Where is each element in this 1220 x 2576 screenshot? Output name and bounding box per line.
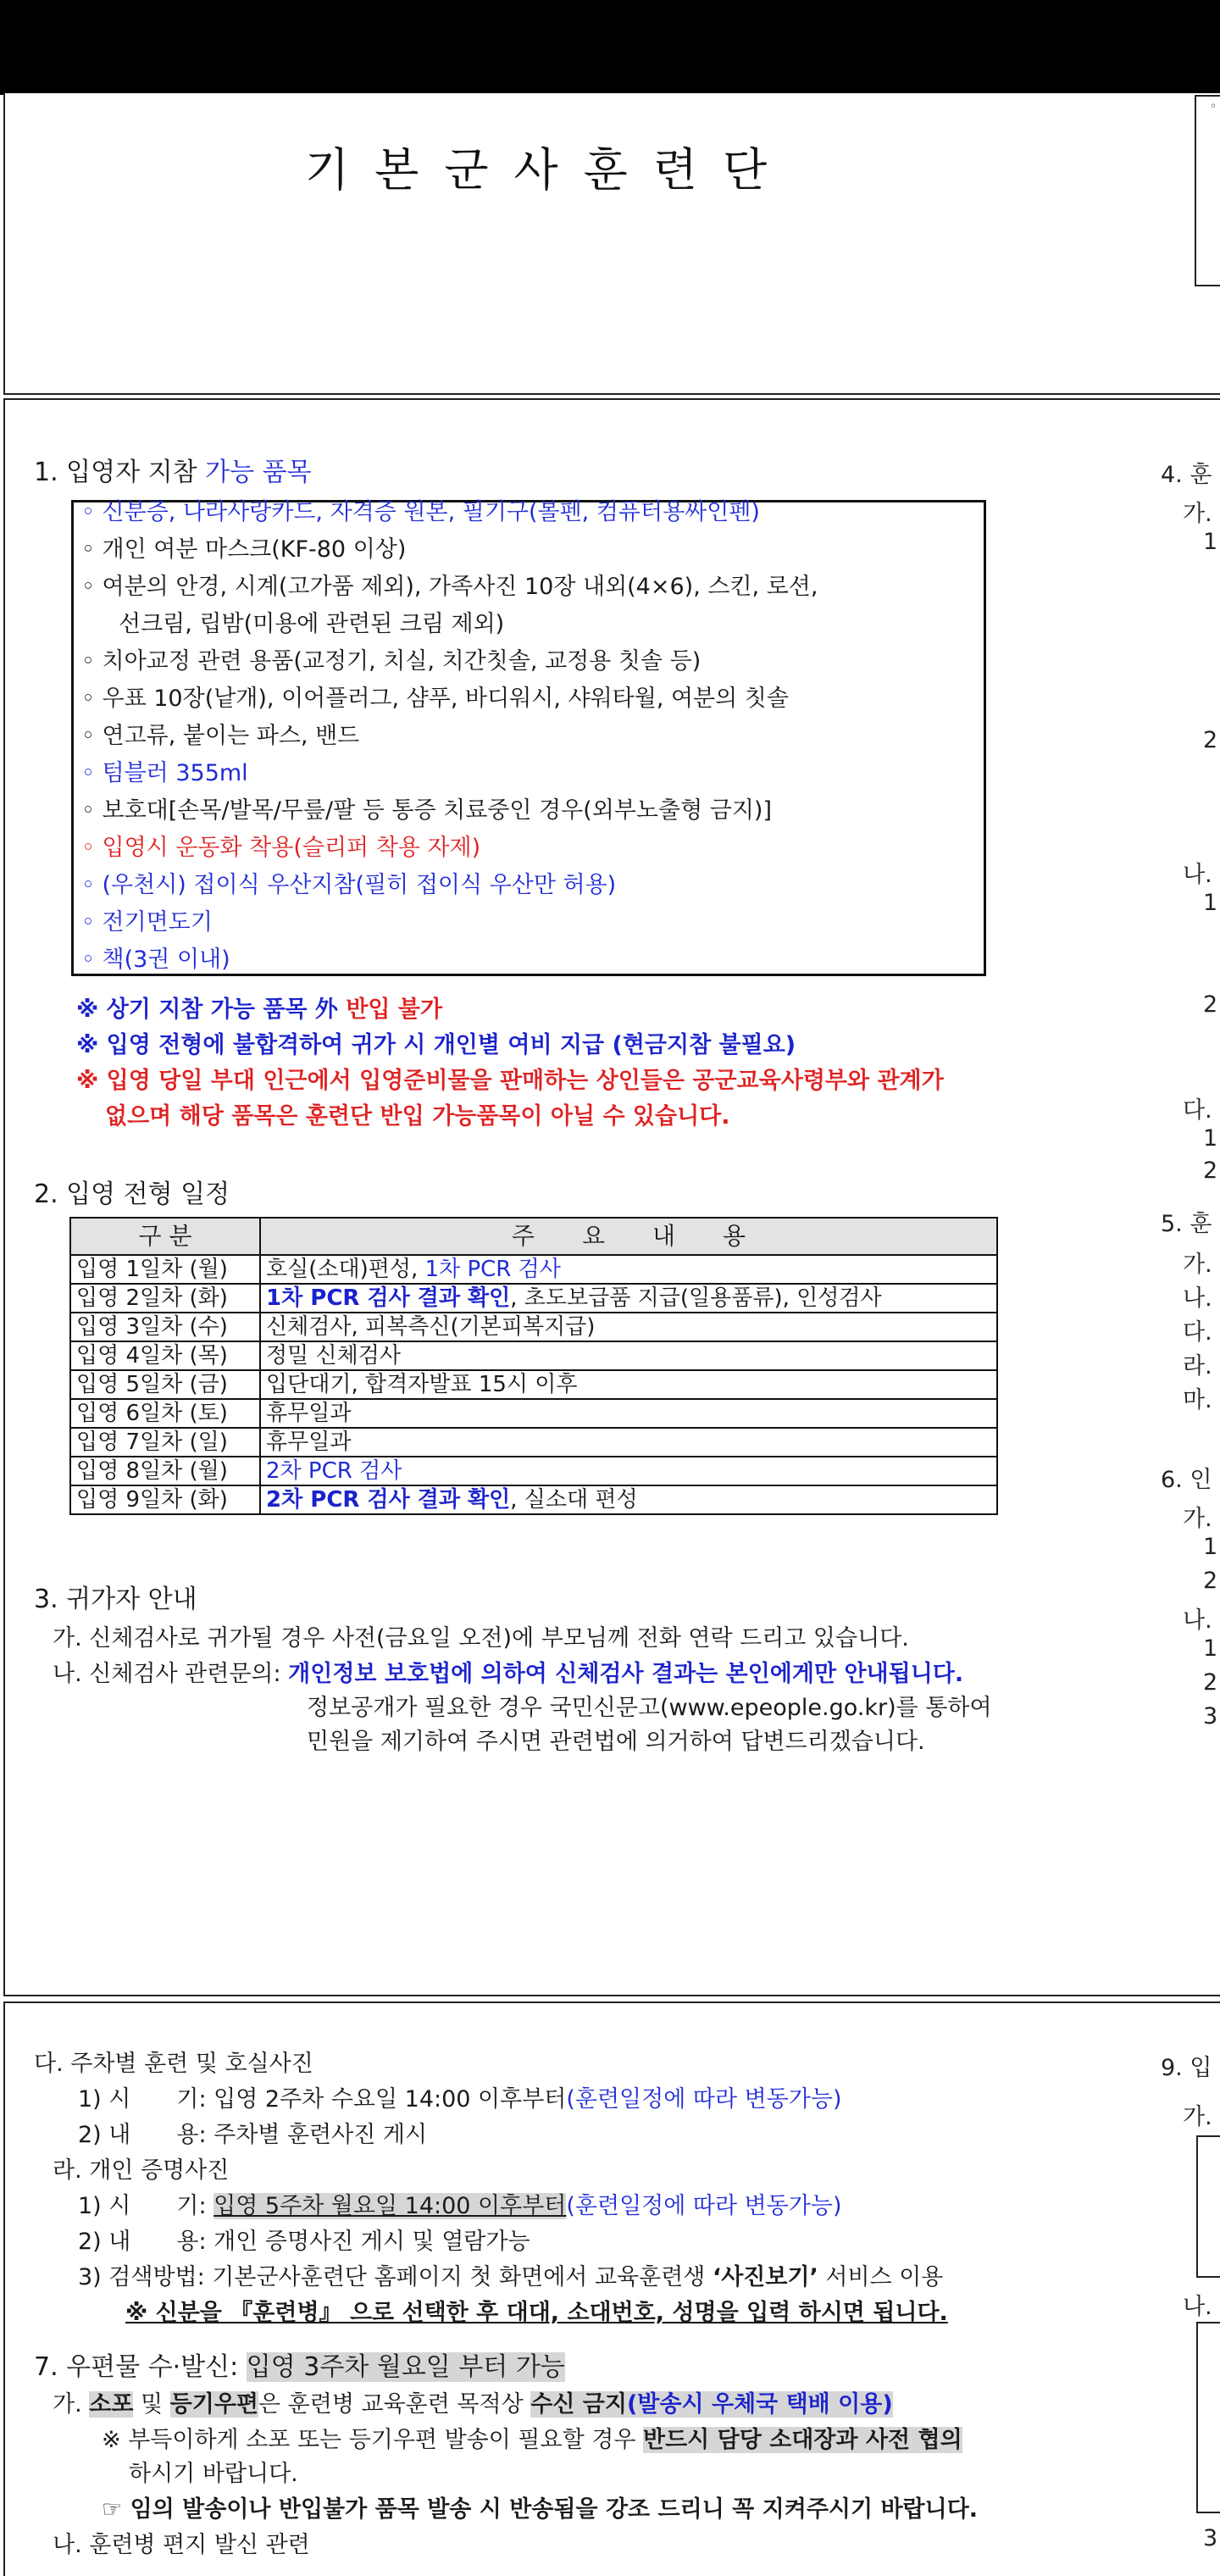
table-header-row (70, 1218, 997, 1255)
list-item: ◦ 전기면도기 (81, 909, 213, 935)
edge-text: 가. (1183, 1506, 1212, 1532)
edge-text: 나. (1183, 2294, 1212, 2320)
id-photo-period: 1) 시 기: 입영 5주차 월요일 14:00 이후부터(훈련일정에 따라 변동가능) (78, 2193, 842, 2219)
table-row: 입영 1일차 (월) 호실(소대)편성, 1차 PCR 검사 (70, 1255, 997, 1284)
note-travel-expense: ※ 입영 전형에 불합격하여 귀가 시 개인별 여비 지급 (현금지참 불필요) (76, 1032, 796, 1058)
section-7-heading: 7. 우편물 수·발신: 입영 3주차 월요일 부터 가능 (34, 2352, 565, 2382)
edge-text: 나. (1183, 1607, 1212, 1634)
edge-text: 마. (1183, 1387, 1212, 1413)
list-item: ◦ 입영시 운동화 착용(슬리퍼 착용 자제) (81, 835, 481, 861)
table-row: 입영 4일차 (목) 정밀 신체검사 (70, 1341, 997, 1370)
edge-text: 나. (1183, 1285, 1212, 1312)
edge-text: 3 (1203, 2525, 1218, 2551)
weekly-photo-title: 다. 주차별 훈련 및 호실사진 (34, 2051, 313, 2077)
edge-text: 다. (1183, 1097, 1212, 1124)
return-note-3: 정보공개가 필요한 경우 국민신문고(www.epeople.go.kr)를 통하여 (307, 1695, 992, 1721)
id-photo-note: ※ 신분을 『훈련병』 으로 선택한 후 대대, 소대번호, 성명을 입력 하시면 됩니다. (125, 2300, 948, 2326)
edge-text: 9. 입 (1161, 2055, 1212, 2081)
list-item: ◦ 여분의 안경, 시계(고가품 제외), 가족사진 10장 내외(4×6), 스킨, 로션, (81, 574, 818, 600)
table-row: 입영 2일차 (화) 1차 PCR 검사 결과 확인, 초도보급품 지급(일용품류), 인성검사 (70, 1284, 997, 1313)
col-day-header: 구 분 (70, 1218, 260, 1255)
edge-text: 5. 훈 (1161, 1211, 1212, 1237)
table-row: 입영 6일차 (토) 휴무일과 (70, 1399, 997, 1428)
edge-text: 1 (1203, 1635, 1218, 1662)
list-item: ◦ 보호대[손목/발목/무릎/팔 등 통증 치료중인 경우(외부노출형 금지)] (81, 797, 772, 824)
edge-text: 1 (1203, 1534, 1218, 1560)
list-item: ◦ 연고류, 붙이는 파스, 밴드 (81, 723, 360, 749)
mail-warning: ☞ 임의 발송이나 반입불가 품목 발송 시 반송됨을 강조 드리니 꼭 지켜주시기 바랍니다. (102, 2496, 979, 2523)
edge-text: 2 (1203, 991, 1218, 1018)
return-note-2: 나. 신체검사 관련문의: 개인정보 보호법에 의하여 신체검사 결과는 본인에게만 안내됩니다. (53, 1661, 964, 1687)
section-3-heading: 3. 귀가자 안내 (34, 1585, 197, 1614)
list-item: ◦ (우천시) 접이식 우산지참(필히 접이식 우산만 허용) (81, 872, 617, 898)
mail-note: ※ 부득이하게 소포 또는 등기우편 발송이 필요할 경우 반드시 담당 소대장과 사전 협의 (102, 2427, 962, 2453)
list-item: ◦ 치아교정 관련 용품(교정기, 치실, 치간칫솔, 교정용 칫솔 등) (81, 648, 702, 675)
edge-text: 가. (1183, 1252, 1212, 1278)
list-item: ◦ 텀블러 355ml (81, 760, 248, 786)
edge-text: 6. 인 (1161, 1467, 1212, 1493)
page-title: 기본군사훈련단 (305, 143, 793, 197)
list-item: ◦ 우표 10장(낱개), 이어플러그, 샴푸, 바디워시, 샤워타월, 여분의 칫솔 (81, 686, 789, 712)
section-1-heading: 1. 입영자 지참 가능 품목 (34, 458, 312, 487)
col-content-header: 주 요 내 용 (260, 1218, 997, 1255)
mail-rule-b: 나. 훈련병 편지 발신 관련 (53, 2532, 310, 2558)
table-row: 입영 9일차 (화) 2차 PCR 검사 결과 확인, 실소대 편성 (70, 1485, 997, 1514)
edge-text: 4. 훈 (1161, 462, 1212, 488)
edge-text: 1 (1203, 1125, 1218, 1152)
weekly-photo-content: 2) 내 용: 주차별 훈련사진 게시 (78, 2122, 428, 2148)
edge-text: 나. (1183, 862, 1212, 888)
table-row: 입영 3일차 (수) 신체검사, 피복측신(기본피복지급) (70, 1313, 997, 1341)
edge-text: 2 (1203, 727, 1218, 753)
edge-box (1196, 2322, 1220, 2513)
list-item: ◦ 개인 여분 마스크(KF-80 이상) (81, 536, 407, 563)
schedule-table (69, 1217, 998, 1515)
edge-text: 2 (1203, 1669, 1218, 1696)
stamp-mark: ◦ (1210, 100, 1217, 114)
table-row: 입영 8일차 (월) 2차 PCR 검사 (70, 1457, 997, 1485)
edge-text: 1 (1203, 529, 1218, 555)
return-note-4: 민원을 제기하여 주시면 관련법에 의거하여 답변드리겠습니다. (307, 1729, 925, 1755)
edge-text: 가. (1183, 2104, 1212, 2130)
approval-stamp-box (1195, 95, 1220, 286)
edge-box (1196, 2135, 1220, 2278)
id-photo-content: 2) 내 용: 개인 증명사진 게시 및 열람가능 (78, 2229, 530, 2255)
note-vendors: ※ 입영 당일 부대 인근에서 입영준비물을 판매하는 상인들은 공군교육사령부와 관계가 (76, 1068, 944, 1094)
note-vendors-cont: 없으며 해당 품목은 훈련단 반입 가능품목이 아닐 수 있습니다. (105, 1103, 730, 1130)
id-photo-title: 라. 개인 증명사진 (53, 2157, 230, 2184)
weekly-photo-period: 1) 시 기: 입영 2주차 수요일 14:00 이후부터(훈련일정에 따라 변동가능) (78, 2086, 842, 2112)
table-row: 입영 7일차 (일) 휴무일과 (70, 1428, 997, 1457)
return-note-1: 가. 신체검사로 귀가될 경우 사전(금요일 오전)에 부모님께 전화 연락 드리고 있습니다. (53, 1625, 909, 1652)
edge-text: 2 (1203, 1568, 1218, 1594)
edge-text: 2 (1203, 1158, 1218, 1184)
list-item: ◦ 책(3권 이내) (81, 947, 230, 973)
id-photo-search: 3) 검색방법: 기본군사훈련단 홈페이지 첫 화면에서 교육훈련생 ‘사진보기’ 서비스 이용 (78, 2264, 944, 2290)
note-no-other-items: ※ 상기 지참 가능 품목 外 반입 불가 (76, 997, 443, 1023)
list-item: ◦ 신분증, 나라사랑카드, 자격증 원본, 필기구(볼펜, 컴퓨터용싸인펜) (81, 499, 760, 525)
mail-note-cont: 하시기 바랍니다. (129, 2461, 298, 2487)
edge-text: 라. (1183, 1353, 1212, 1380)
edge-text: 1 (1203, 890, 1218, 916)
top-black-bar (0, 0, 1220, 95)
edge-text: 다. (1183, 1319, 1212, 1346)
edge-text: 3 (1203, 1703, 1218, 1729)
list-item: 선크림, 립밤(미용에 관련된 크림 제외) (119, 611, 505, 637)
edge-text: 가. (1183, 501, 1212, 527)
section-2-heading: 2. 입영 전형 일정 (34, 1180, 230, 1209)
table-row: 입영 5일차 (금) 입단대기, 합격자발표 15시 이후 (70, 1370, 997, 1399)
mail-rule-a: 가. 소포 및 등기우편은 훈련병 교육훈련 목적상 수신 금지(발송시 우체국 택배 이용) (53, 2391, 893, 2418)
